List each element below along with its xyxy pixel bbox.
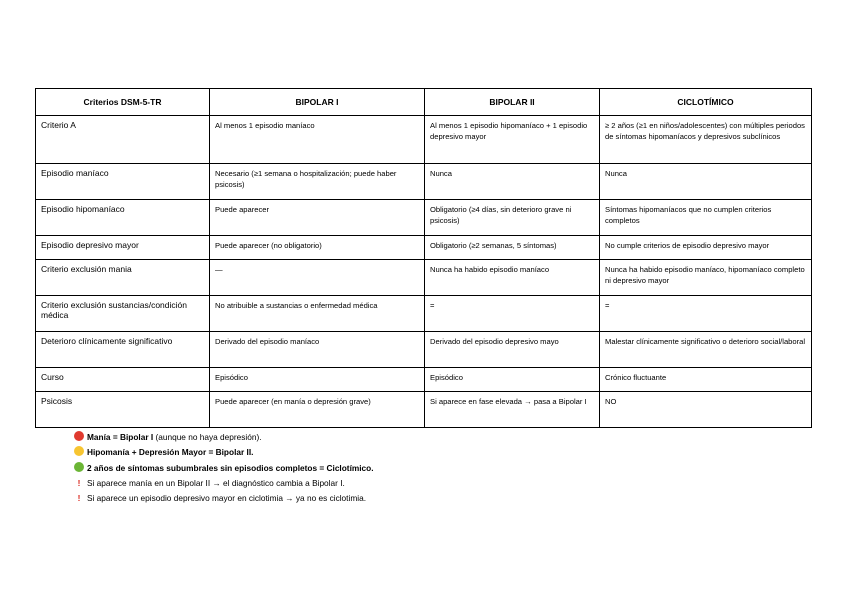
header-row [36, 89, 812, 116]
bipolar-2-cell: Obligatorio (≥4 días, sin deterioro grave ni psicosis) [425, 200, 600, 236]
note-text: (aunque no haya depresión). [153, 432, 262, 442]
bipolar-2-cell: Episódico [425, 368, 600, 392]
row-label: Criterio exclusión sustancias/condición médica [36, 296, 210, 332]
note-text: Si aparece manía en un Bipolar II → el diagnóstico cambia a Bipolar I. [87, 477, 345, 488]
table-row [36, 392, 812, 428]
ciclotimico-cell: Malestar clínicamente significativo o deterioro social/laboral [600, 332, 812, 368]
row-label: Criterio exclusión mania [36, 260, 210, 296]
bipolar-2-cell: Nunca [425, 164, 600, 200]
ciclotimico-cell: NO [600, 392, 812, 428]
ciclotimico-cell: = [600, 296, 812, 332]
table-row [36, 332, 812, 368]
yellow-circle-icon [74, 446, 84, 456]
table-row [36, 200, 812, 236]
table-row [36, 368, 812, 392]
bipolar-1-cell: Puede aparecer [210, 200, 425, 236]
header-criteria: Criterios DSM-5-TR [36, 89, 210, 116]
bipolar-2-cell: Si aparece en fase elevada → pasa a Bipolar I [425, 392, 600, 428]
note-text: Si aparece un episodio depresivo mayor en ciclotimia → ya no es ciclotimia. [87, 493, 366, 504]
bipolar-2-cell: Nunca ha habido episodio maníaco [425, 260, 600, 296]
bipolar-1-cell: Episódico [210, 368, 425, 392]
note-warning-ciclotimia [74, 491, 374, 506]
row-label: Episodio maníaco [36, 164, 210, 200]
table-row [36, 260, 812, 296]
bipolar-1-cell: Puede aparecer (no obligatorio) [210, 236, 425, 260]
ciclotimico-cell: Nunca ha habido episodio maníaco, hipomaníaco completo ni depresivo mayor [600, 260, 812, 296]
red-circle-icon [74, 431, 84, 441]
ciclotimico-cell: No cumple criterios de episodio depresivo mayor [600, 236, 812, 260]
exclamation-icon: ! [77, 477, 81, 488]
bipolar-1-cell: Puede aparecer (en manía o depresión grave) [210, 392, 425, 428]
table-row [36, 236, 812, 260]
note-bold-text: Hipomanía + Depresión Mayor = Bipolar II. [87, 447, 254, 458]
note-bold-text: Manía = Bipolar I [87, 432, 154, 442]
ciclotimico-cell: ≥ 2 años (≥1 en niños/adolescentes) con múltiples periodos de síntomas hipomaníacos y depresivos subclínicos [600, 116, 812, 164]
row-label: Curso [36, 368, 210, 392]
bipolar-2-cell: Derivado del episodio depresivo mayo [425, 332, 600, 368]
bipolar-2-cell: Al menos 1 episodio hipomaníaco + 1 episodio depresivo mayor [425, 116, 600, 164]
table-row [36, 296, 812, 332]
bipolar-1-cell: No atribuible a sustancias o enfermedad médica [210, 296, 425, 332]
note-bold-text: 2 años de síntomas subumbrales sin episodios completos = Ciclotímico. [87, 462, 374, 473]
note-bipolar-1 [74, 430, 374, 445]
header-bipolar-2: BIPOLAR II [425, 89, 600, 116]
bipolar-2-cell: = [425, 296, 600, 332]
row-label: Episodio hipomaníaco [36, 200, 210, 236]
bipolar-1-cell: Derivado del episodio maníaco [210, 332, 425, 368]
bipolar-2-cell: Obligatorio (≥2 semanas, 5 síntomas) [425, 236, 600, 260]
row-label: Episodio depresivo mayor [36, 236, 210, 260]
row-label: Deterioro clínicamente significativo [36, 332, 210, 368]
row-label: Psicosis [36, 392, 210, 428]
note-warning-bipolar-2 [74, 476, 374, 491]
note-bipolar-2 [74, 445, 374, 460]
bipolar-1-cell: — [210, 260, 425, 296]
dsm-comparison-table [35, 88, 812, 428]
header-ciclotimico: CICLOTÍMICO [600, 89, 812, 116]
header-bipolar-1: BIPOLAR I [210, 89, 425, 116]
note-ciclotimico [74, 461, 374, 476]
green-circle-icon [74, 462, 84, 472]
ciclotimico-cell: Crónico fluctuante [600, 368, 812, 392]
row-label: Criterio A [36, 116, 210, 164]
summary-notes [74, 430, 374, 506]
bipolar-1-cell: Al menos 1 episodio maníaco [210, 116, 425, 164]
table-row [36, 116, 812, 164]
table-row [36, 164, 812, 200]
ciclotimico-cell: Síntomas hipomaníacos que no cumplen criterios completos [600, 200, 812, 236]
exclamation-icon: ! [77, 493, 81, 504]
bipolar-1-cell: Necesario (≥1 semana o hospitalización; puede haber psicosis) [210, 164, 425, 200]
ciclotimico-cell: Nunca [600, 164, 812, 200]
